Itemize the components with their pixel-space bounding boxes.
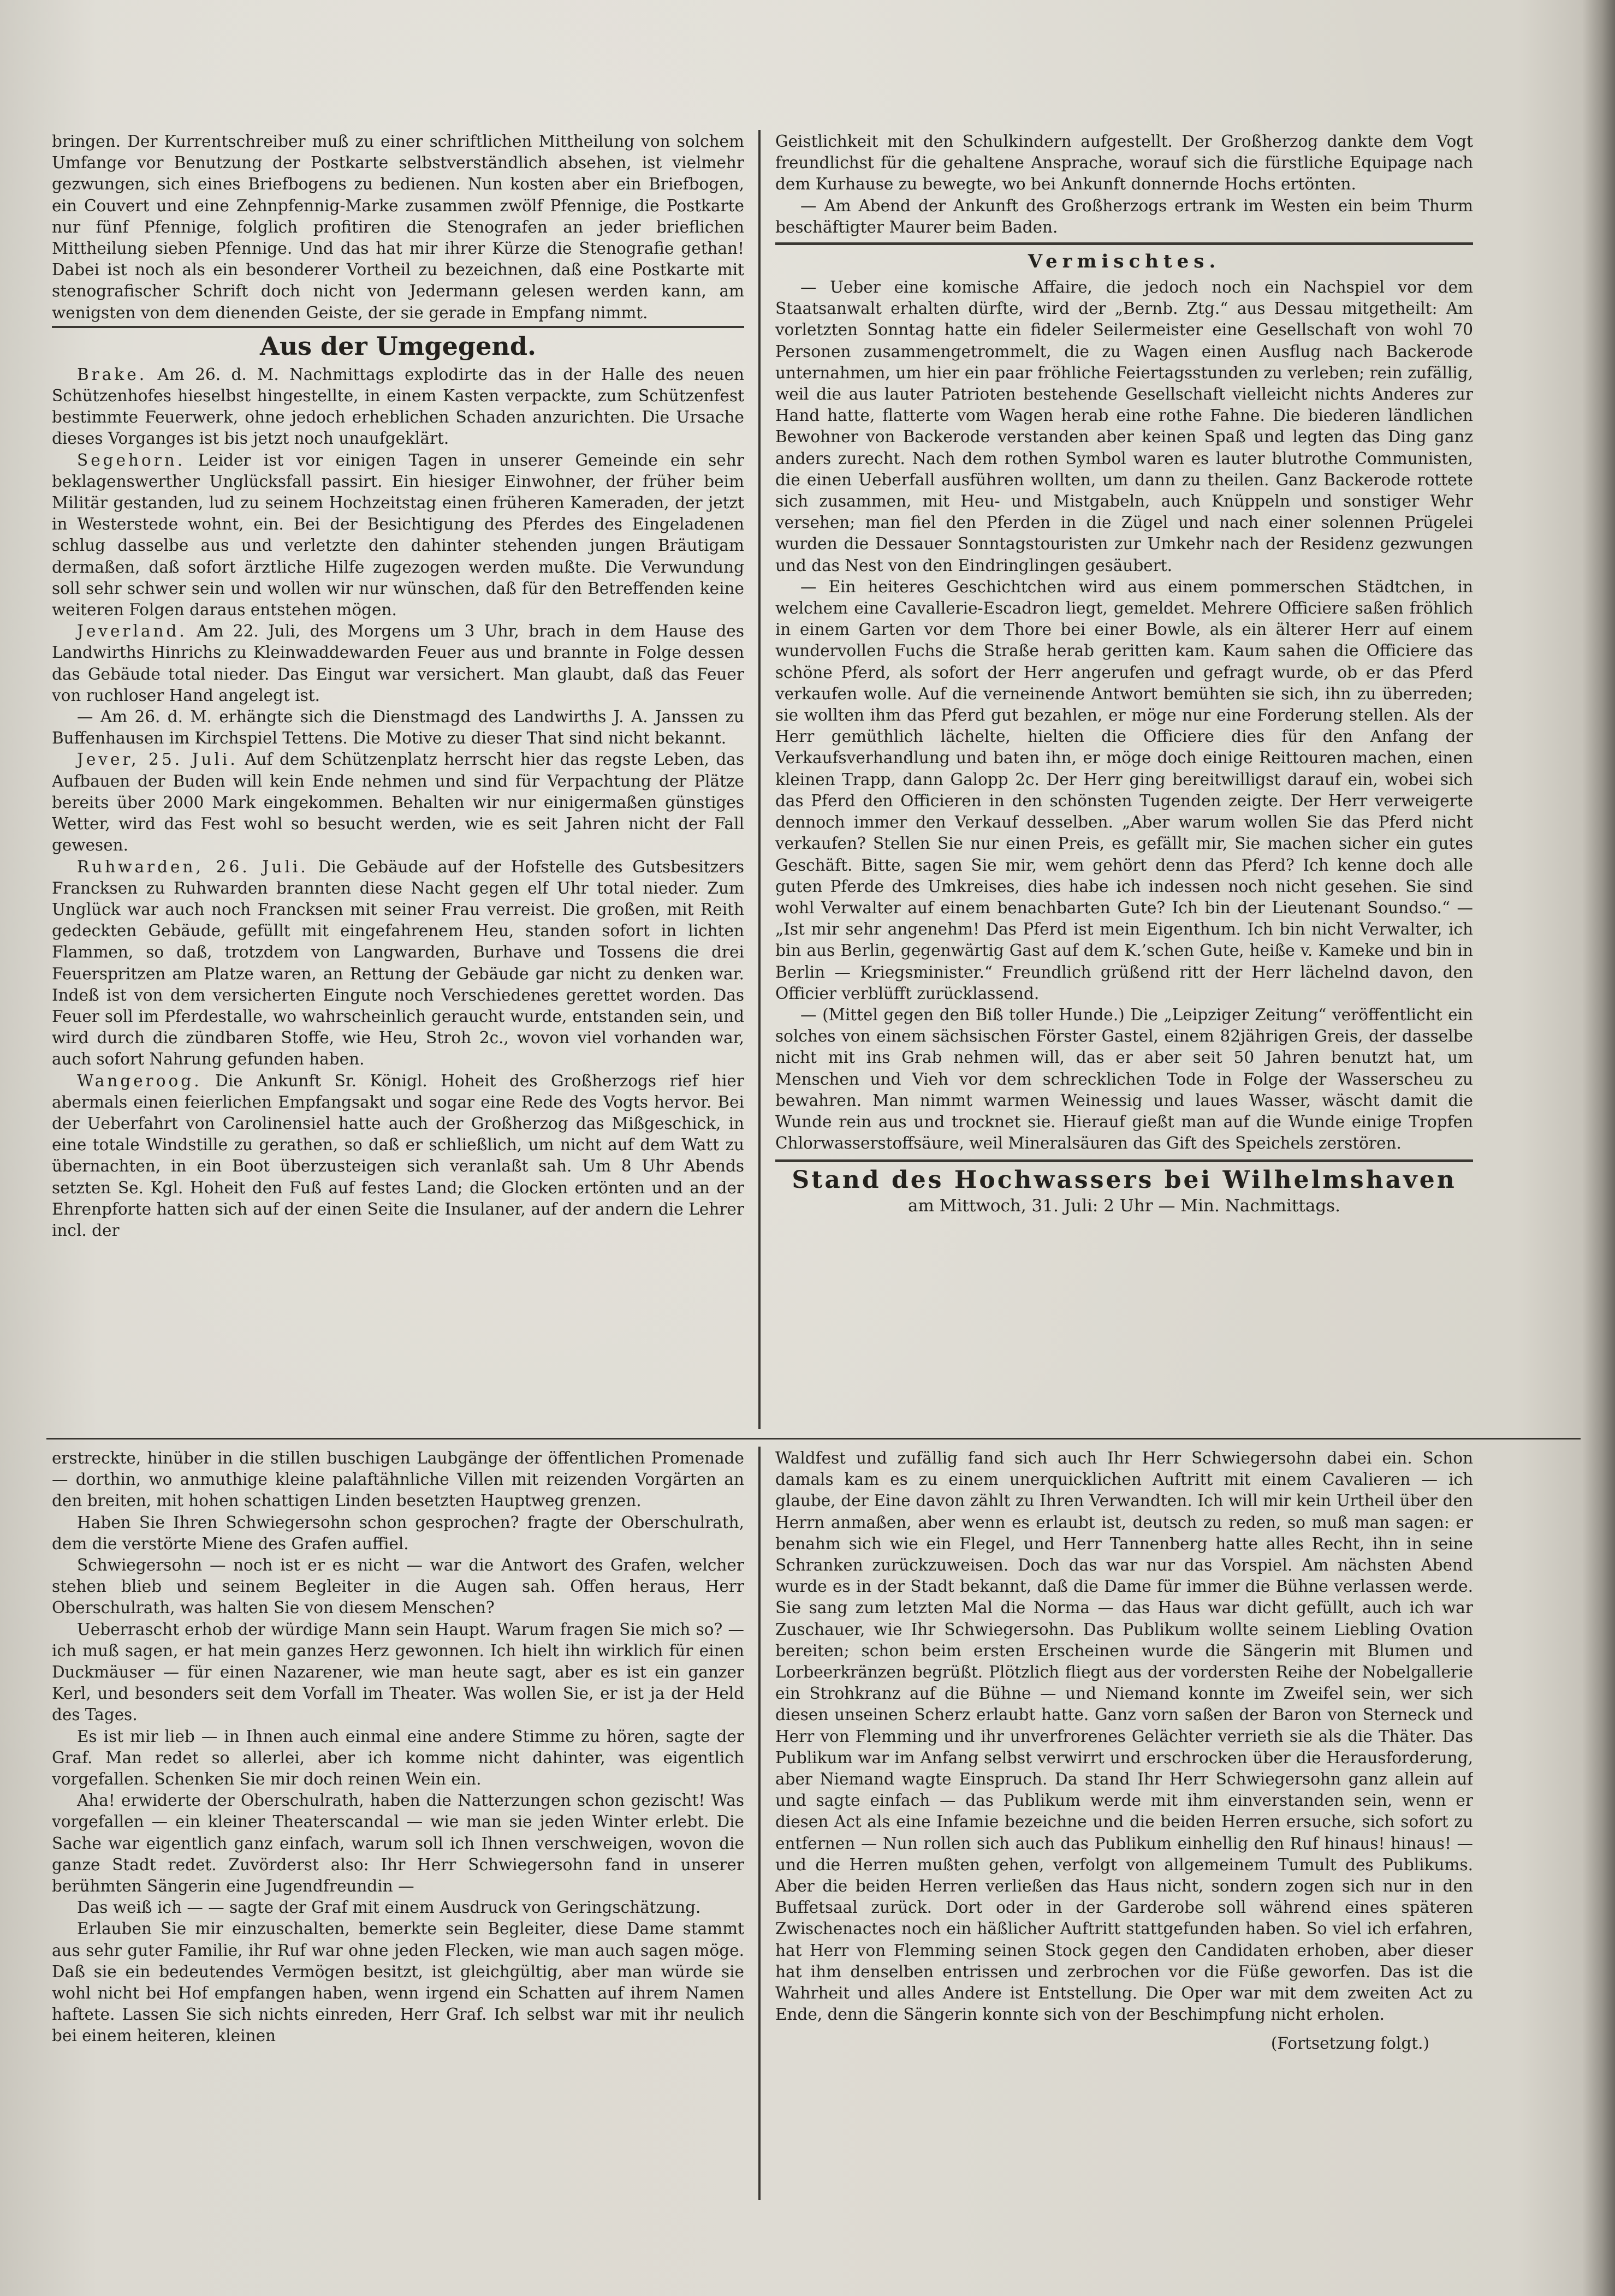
local-news-item [52,1070,744,1242]
news-place: Brake. [77,365,147,384]
misc-news-item: — (Mittel gegen den Biß toller Hunde.) Die „Leipziger Zeitung“ veröffentlicht ein solches von einem sächsischen Förster Gastel, einem 82jährigen Greis, der dasselbe nicht mit ins Grab nehmen will, das er aber seit 50 Jahren benutzt hat, um Menschen und Vieh vor dem schrecklichen Tode in Folge der Wasserscheu zu bewahren. Man nimmt warmen Weinessig und laues Wasser, wäscht damit die Wunde rein aus und trocknet sie. Hierauf gießt man auf die Wunde einige Tropfen Chlorwasserstoffsäure, weil Mineralsäuren das Gift des Speichels zerstören. [775,1005,1473,1153]
section-rule-vermischtes [775,242,1473,245]
misc-news-list [775,277,1473,1154]
section-rule [52,326,744,328]
feuilleton-paragraph: Haben Sie Ihren Schwiegersohn schon gesprochen? fragte der Oberschulrath, dem die verstörte Miene des Grafen auffiel. [52,1513,744,1553]
column-rule-bottom [758,1447,761,2200]
flood-title: Stand des Hochwassers bei Wilhelmshaven [792,1166,1457,1194]
feuilleton-right-text [775,1448,1473,2025]
section-rule-flood [775,1159,1473,1162]
local-news-item [52,706,744,749]
feuilleton-paragraph: Ueberrascht erhob der würdige Mann sein Haupt. Warum fragen Sie mich so? — ich muß sagen, er hat mein ganzes Herz gewonnen. Ich hielt ihn wirklich für einen Duckmäuser — für einen Nazarener, wie man heute sagt, aber es ist ein ganzer Kerl, und besonders seit dem Vorfall im Theater. Was wollen Sie, er ist ja der Held des Tages. [52,1620,744,1724]
news-place: Jever, 25. Juli. [77,750,238,769]
news-place: Ruhwarden, 26. Juli. [77,857,308,876]
feuilleton-paragraph: Erlauben Sie mir einzuschalten, bemerkte sein Begleiter, diese Dame stammt aus sehr guter Familie, ihr Ruf war ohne jeden Flecken, wie man auch sagen möge. Daß sie ein bedeutendes Vermögen besitzt, ist gleichgültig, aber man würde sie wohl nicht bei Hof empfangen haben, wenn irgend ein Schatten auf ihrem Namen haftete. Lassen Sie sich nichts einreden, Herr Graf. Ich selbst war mit ihr neulich bei einem heiteren, kleinen [52,1919,744,2045]
news-text: Auf dem Schützenplatz herrscht hier das regste Leben, das Aufbauen der Buden will kein Ende nehmen und sind für Verpachtung der Plätze bereits über 2000 Mark eingekommen. Behalten wir nur einigermaßen günstiges Wetter, wird das Fest wohl so besucht werden, wie es seit Jahren nicht der Fall gewesen. [52,750,744,855]
news-place: Wangeroog. [77,1071,202,1090]
local-news-item [52,364,744,450]
section-title-vermischtes: Vermischtes. [1028,251,1221,273]
local-news-item [52,856,744,1070]
news-text: — Am 26. d. M. erhängte sich die Dienstmagd des Landwirths J. A. Janssen zu Buffenhausen im Kirchspiel Tettens. Die Motive zu dieser That sind nicht bekannt. [52,707,744,748]
right-top-column [775,131,1473,1433]
news-place: Jeverland. [77,622,187,641]
feuilleton-paragraph: Schwiegersohn — noch ist er es nicht — war die Antwort des Grafen, welcher stehen blieb und seinem Begleiter in die Augen sah. Offen heraus, Herr Oberschulrath, was halten Sie von diesem Menschen? [52,1556,744,1617]
news-text: Am 22. Juli, des Morgens um 3 Uhr, brach in dem Hause des Landwirths Hinrichs zu Kleinwaddewarden Feuer aus und brannte in Folge dessen das Gebäude total nieder. Das Eingut war versichert. Man glaubt, daß das Feuer von ruchloser Hand angelegt ist. [52,622,744,705]
feuilleton-paragraph: Es ist mir lieb — in Ihnen auch einmal eine andere Stimme zu hören, sagte der Graf. Man redet so allerlei, aber ich komme nicht dahinter, was eigentlich vorgefallen. Schenken Sie mir doch reinen Wein ein. [52,1727,744,1789]
flood-subtitle: am Mittwoch, 31. Juli: 2 Uhr — Min. Nachmittags. [908,1196,1340,1216]
feuilleton-paragraph: Das weiß ich — — sagte der Graf mit einem Ausdruck von Geringschätzung. [77,1898,701,1917]
feuilleton-paragraph: erstreckte, hinüber in die stillen buschigen Laubgänge der öffentlichen Promenade — dorthin, wo anmuthige kleine palaftähnliche Villen mit reizenden Vorgärten an den breiten, mit hohen schattigen Linden besetzten Hauptweg grenzen. [52,1449,744,1510]
news-text: Die Ankunft Sr. Königl. Hoheit des Großherzogs rief hier abermals einen feierlichen Empfangsakt und sogar eine Rede des Vogts hervor. Bei der Ueberfahrt von Carolinensiel hatte auch der Großherzog das Mißgeschick, in eine totale Windstille zu gerathen, so daß er schließlich, um nicht auf dem Watt zu übernachten, in ein Boot überzusteigen sich veranlaßt sah. Um 8 Uhr Abends setzten Se. Kgl. Hoheit den Fuß auf festes Land; die Glocken ertönten und an der Ehrenpforte hatten sich auf der einen Seite die Insulaner, auf der andern die Lehrer incl. der [52,1071,744,1240]
left-top-column [52,131,744,1433]
section-title-umgegend: Aus der Umgegend. [260,331,536,361]
right-intro: Geistlichkeit mit den Schulkindern aufgestellt. Der Großherzog dankte dem Vogt freundlichst für die gehaltene Ansprache, worauf sich die fürstliche Equipage nach dem Kurhause zu bewegte, wo bei Ankunft donnernde Hochs ertönten. [775,132,1473,194]
feuilleton-divider [46,1438,1581,1440]
feuilleton-right-column [775,1448,1473,2223]
continued-note: (Fortsetzung folgt.) [1270,2034,1429,2053]
feuilleton-left-text [52,1448,744,2047]
local-news-list [52,364,744,1241]
page-binding-shadow [1582,0,1615,2296]
news-text: Leider ist vor einigen Tagen in unserer Gemeinde ein sehr beklagenswerther Unglücksfall passirt. Ein hiesiger Einwohner, der früher beim Militär gestanden, lud zu seinem Hochzeitstag einen früheren Kameraden, der jetzt in Westerstede wohnt, ein. Bei der Besichtigung des Pferdes des Eingeladenen schlug dasselbe aus und verletzte den dahinter stehenden jungen Bräutigam dermaßen, daß sofort ärztliche Hilfe zugezogen werden mußte. Die Verwundung soll sehr schwer sein und wollen wir nur wünschen, daß für den Betreffenden keine weiteren Folgen daraus entstehen mögen. [52,450,744,620]
news-place: Segehorn. [77,450,186,469]
local-news-item [52,621,744,706]
news-text: Am 26. d. M. Nachmittags explodirte das in der Halle des neuen Schützenhofes hieselbst hingestellte, in einem Kasten verpackte, zum Schützenfest bestimmte Feuerwerk, ohne jedoch erheblichen Schaden anzurichten. Die Ursache dieses Vorganges ist bis jetzt noch unaufgeklärt. [52,365,744,448]
feuilleton-paragraph: Waldfest und zufällig fand sich auch Ihr Herr Schwiegersohn dabei ein. Schon damals kam es zu einem unerquicklichen Auftritt mit einem Cavalieren — ich glaube, der Eine davon zählt zu Ihren Verwandten. Ich will mir kein Urtheil über den Herrn anmaßen, aber wenn es erlaubt ist, deutsch zu reden, so muß man sagen: er benahm sich wie ein Flegel, und Herr Tannenberg hatte alles Recht, ihn in seine Schranken zurückzuweisen. Doch das war nur das Vorspiel. Am nächsten Abend wurde es in der Stadt bekannt, daß die Dame für immer die Bühne verlassen werde. Sie sang zum letzten Mal die Norma — das Haus war dicht gefüllt, auch ich war Zuschauer, wie Ihr Schwiegersohn. Das Publikum wollte seinem Liebling Ovation bereiten; schon beim ersten Erscheinen wurde die Sängerin mit Blumen und Lorbeerkränzen begrüßt. Plötzlich fliegt aus der vordersten Reihe der Nobelgallerie ein Strohkranz auf die Bühne — und Niemand konnte im Zweifel sein, wer sich diesen unseinen Scherz erlaubt hatte. Ganz vorn saßen der Baron von Sterneck und Herr von Flemming und ihr unverfrorenes Gelächter verrieth sie als die Thäter. Das Publikum war im Anfang selbst verwirrt und erschrocken über die Herausforderung, aber Niemand wagte Einspruch. Da stand Ihr Herr Schwiegersohn ganz allein auf und sagte einfach — das Publikum werde mit ihm einverstanden sein, wenn er diesen Act als eine Infamie bezeichne und die beiden Herren ersuche, sich sofort zu entfernen — Nun rollen sich auch das Publikum einhellig den Ruf hinaus! hinaus! — und die Herren mußten gehen, verfolgt von allgemeinem Tumult des Publikums. Aber die beiden Herren verließen das Haus nicht, sondern zogen sich nur in den Buffetsaal zurück. Dort oder in der Garderobe soll während eines späteren Zwischenactes noch ein häßlicher Auftritt stattgefunden haben. So viel ich erfahren, hat Herr von Flemming seinen Stock gegen den Candidaten erhoben, aber dieser hat ihm denselben entrissen und zerbrochen vor die Füße geworfen. Das ist die Wahrheit und alles Andere ist Entstellung. Die Oper war mit dem zweiten Act zu Ende, denn die Sängerin konnte sich von der Beschimpfung nicht erholen. [775,1449,1473,2024]
local-news-item [52,450,744,621]
local-news-item [52,749,744,856]
column-rule-top [758,130,761,1429]
feuilleton-left-column [52,1448,744,2223]
misc-news-item: — Ueber eine komische Affaire, die jedoch noch ein Nachspiel vor dem Staatsanwalt erhalten dürfte, wird der „Bernb. Ztg.“ aus Dessau mitgetheilt: Am vorletzten Sonntag hatte ein fideler Seilermeister eine Gesellschaft von wohl 70 Personen zusammengetrommelt, die zu Wagen einen Ausflug nach Backerode unternahmen, um hier ein paar fröhliche Feiertagsstunden zu verleben; rein zufällig, weil die aus lauter Patrioten bestehende Gesellschaft vielleicht nichts Anderes zur Hand hatte, flatterte vom Wagen herab eine rothe Fahne. Die biederen ländlichen Bewohner von Backerode verstanden aber keinen Spaß und legten das Ding ganz anders zurecht. Nach dem rothen Symbol waren es lauter blutrothe Communisten, die einen Ueberfall ausführen wollten, um dann zu theilen. Ganz Backerode rottete sich zusammen, mit Heu- und Mistgabeln, auch Knüppeln und sonstiger Wehr versehen; man fiel den Pferden in die Zügel und nach einer solennen Prügelei wurden die Dessauer Sonntagstouristen zur Umkehr nach der Residenz gezwungen und das Nest von den Eindringlingen gesäubert. [775,278,1473,575]
misc-news-item: — Ein heiteres Geschichtchen wird aus einem pommerschen Städtchen, in welchem eine Cavallerie-Escadron liegt, gemeldet. Mehrere Officiere saßen fröhlich in einem Garten vor dem Thore bei einer Bowle, als ein älterer Herr auf einem wundervollen Fuchs die Straße herab geritten kam. Kaum sahen die Officiere das schöne Pferd, als sofort der Herr angerufen und gefragt wurde, ob er das Pferd verkaufen wolle. Auf die verneinende Antwort bemühten sie sich, ihn zu überreden; sie wollten ihm das Pferd gut bezahlen, er möge nur eine Forderung stellen. Als der Herr gemüthlich lächelte, hielten die Officiere dies für den Anfang der Verkaufsverhandlung und baten ihn, er möge doch einige Reittouren machen, einen kleinen Trapp, dann Galopp 2c. Der Herr ging bereitwilligst darauf ein, wobei sich das Pferd den Officieren in den schönsten Tugenden zeigte. Der Herr verweigerte dennoch immer den Verkauf desselben. „Aber warum wollen Sie das Pferd nicht verkaufen? Stellen Sie nur einen Preis, es gefällt mir, Sie machen sicher ein gutes Geschäft. Bitte, sagen Sie mir, wem gehört denn das Pferd? Ich kenne doch alle guten Pferde des Umkreises, dies habe ich indessen noch nicht gesehen. Sie sind wohl Verwalter auf einem benachbarten Gute? Ich bin der Lieutenant Soundso.“ — „Ist mir sehr angenehm! Das Pferd ist mein Eigenthum. Ich bin nicht Verwalter, ich bin aus Berlin, gegenwärtig Gast auf dem K.’schen Gute, heiße v. Kameke und bin in Berlin — Kriegsminister.“ Freundlich grüßend ritt der Herr lächelnd davon, den Officier verblüfft zurücklassend. [775,577,1473,1003]
left-intro: bringen. Der Kurrentschreiber muß zu einer schriftlichen Mittheilung von solchem Umfange vor Benutzung der Postkarte selbstverständlich absehen, ist vielmehr gezwungen, sich eines Briefbogens zu bedienen. Nun kosten aber ein Briefbogen, ein Couvert und eine Zehnpfennig-Marke zusammen zwölf Pfennige, die Postkarte nur fünf Pfennige, folglich profitiren die Stenografen an jeder brieflichen Mittheilung sieben Pfennige. Und das hat mir ihrer Kürze die Stenografie gethan! Dabei ist noch als ein besonderer Vortheil zu bezeichnen, daß eine Postkarte mit stenografischer Schrift doch nicht von Jedermann gelesen werden kann, am wenigsten von dem dienenden Geiste, der sie gerade in Empfang nimmt. [52,132,744,322]
news-text: Die Gebäude auf der Hofstelle des Gutsbesitzers Francksen zu Ruhwarden brannten diese Nacht gegen elf Uhr total nieder. Zum Unglück war auch noch Francksen mit seiner Frau verreist. Die großen, mit Reith gedeckten Gebäude, gefüllt mit eingefahrenem Heu, standen sofort in lichten Flammen, so daß, trotzdem von Langwarden, Burhave und Tossens die drei Feuerspritzen am Platze waren, an Rettung der Gebäude gar nicht zu denken war. Indeß ist von dem versicherten Eingute noch Verschiedenes gerettet worden. Das Feuer soll im Pferdestalle, wo wahrscheinlich geraucht wurde, entstanden sein, und wird durch die zündbaren Stoffe, wie Heu, Stroh 2c., wovon viel vorhanden war, auch sofort Nahrung gefunden haben. [52,857,744,1069]
right-intro-2: — Am Abend der Ankunft des Großherzogs ertrank im Westen ein beim Thurm beschäftigter Maurer beim Baden. [775,196,1473,236]
feuilleton-paragraph: Aha! erwiderte der Oberschulrath, haben die Natterzungen schon gezischt! Was vorgefallen — ein kleiner Theaterscandal — wie man sie jeden Winter erlebt. Die Sache war eigentlich ganz einfach, warum soll ich Ihnen verschweigen, wovon die ganze Stadt redet. Zuvörderst also: Ihr Herr Schwiegersohn fand in unserer berühmten Sängerin eine Jugendfreundin — [52,1791,744,1896]
